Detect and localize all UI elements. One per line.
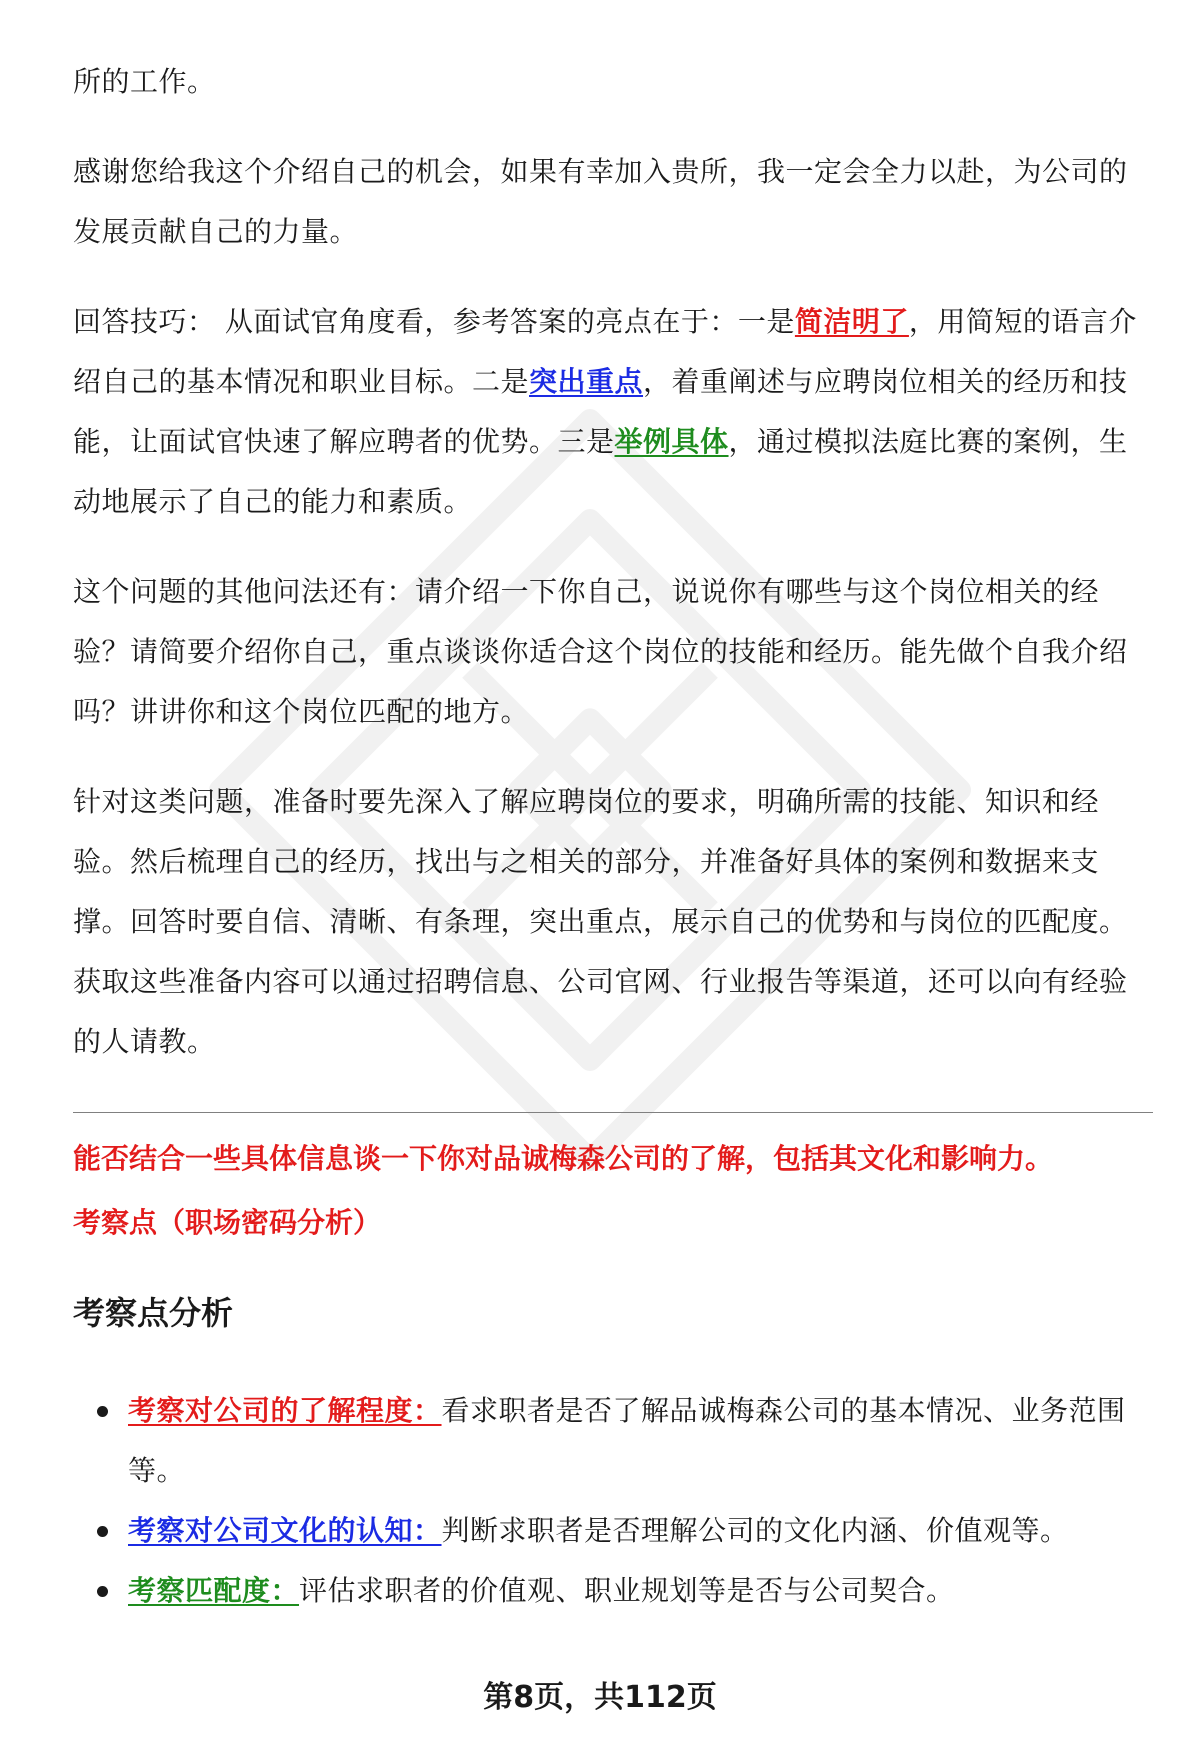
page-number: 第8页，共112页 <box>483 1680 717 1715</box>
paragraph-preparation: 针对这类问题，准备时要先深入了解应聘岗位的要求，明确所需的技能、知识和经验。然后梳理自己的经历，找出与之相关的部分，并准备好具体的案例和数据来支撑。回答时要自信、清晰、有条理，突出重点，展示自己的优势和与岗位的匹配度。获取这些准备内容可以通过招聘信息、公司官网、行业报告等渠道，还可以向有经验的人请教。 <box>73 785 1128 1058</box>
analysis-subheading: 考察点（职场密码分析） <box>73 1206 382 1239</box>
section-divider <box>73 1112 1153 1113</box>
bullet-text: 看求职者是否了解品诚梅森公司的基本情况、业务范围等。 <box>128 1394 1126 1487</box>
bullet-label: 考察对公司的了解程度： <box>128 1394 442 1427</box>
highlight-examples: 举例具体 <box>614 425 729 458</box>
bullet-list <box>73 1381 1153 1621</box>
paragraph-answer-tips <box>73 292 1153 532</box>
tips-text-1: 回答技巧： 从面试官角度看，参考答案的亮点在于：一是 <box>73 305 795 338</box>
highlight-concise: 简洁明了 <box>794 305 909 338</box>
bullet-dot-icon <box>97 1586 108 1597</box>
tips-text-2: ，用简短的语言介绍自己的基本情况和职业目标。二是 <box>73 305 1137 398</box>
document-body <box>73 52 1153 1621</box>
bullet-item-company-knowledge <box>73 1381 1153 1501</box>
bullet-label: 考察匹配度： <box>128 1574 300 1607</box>
bullet-item-fit <box>73 1561 1153 1621</box>
bullet-label: 考察对公司文化的认知： <box>128 1514 442 1547</box>
question-heading: 能否结合一些具体信息谈一下你对品诚梅森公司的了解，包括其文化和影响力。 <box>73 1142 1054 1175</box>
bullet-dot-icon <box>97 1406 108 1417</box>
highlight-focus: 突出重点 <box>529 365 644 398</box>
bullet-dot-icon <box>97 1526 108 1537</box>
tips-text-3: ，着重阐述与应聘岗位相关的经历和技能，让面试官快速了解应聘者的优势。三是 <box>73 365 1128 458</box>
paragraph-thanks: 感谢您给我这个介绍自己的机会，如果有幸加入贵所，我一定会全力以赴，为公司的发展贡献自己的力量。 <box>73 155 1128 248</box>
bullet-text: 评估求职者的价值观、职业规划等是否与公司契合。 <box>299 1574 955 1607</box>
tips-text-4: ，通过模拟法庭比赛的案例，生动地展示了自己的能力和素质。 <box>73 425 1128 518</box>
section-title: 考察点分析 <box>73 1294 234 1332</box>
paragraph-closing: 所的工作。 <box>73 65 216 98</box>
bullet-text: 判断求职者是否理解公司的文化内涵、价值观等。 <box>441 1514 1069 1547</box>
paragraph-alternate-questions: 这个问题的其他问法还有：请介绍一下你自己，说说你有哪些与这个岗位相关的经验？请简要介绍你自己，重点谈谈你适合这个岗位的技能和经历。能先做个自我介绍吗？讲讲你和这个岗位匹配的地方。 <box>73 575 1128 728</box>
bullet-item-culture <box>73 1501 1153 1561</box>
